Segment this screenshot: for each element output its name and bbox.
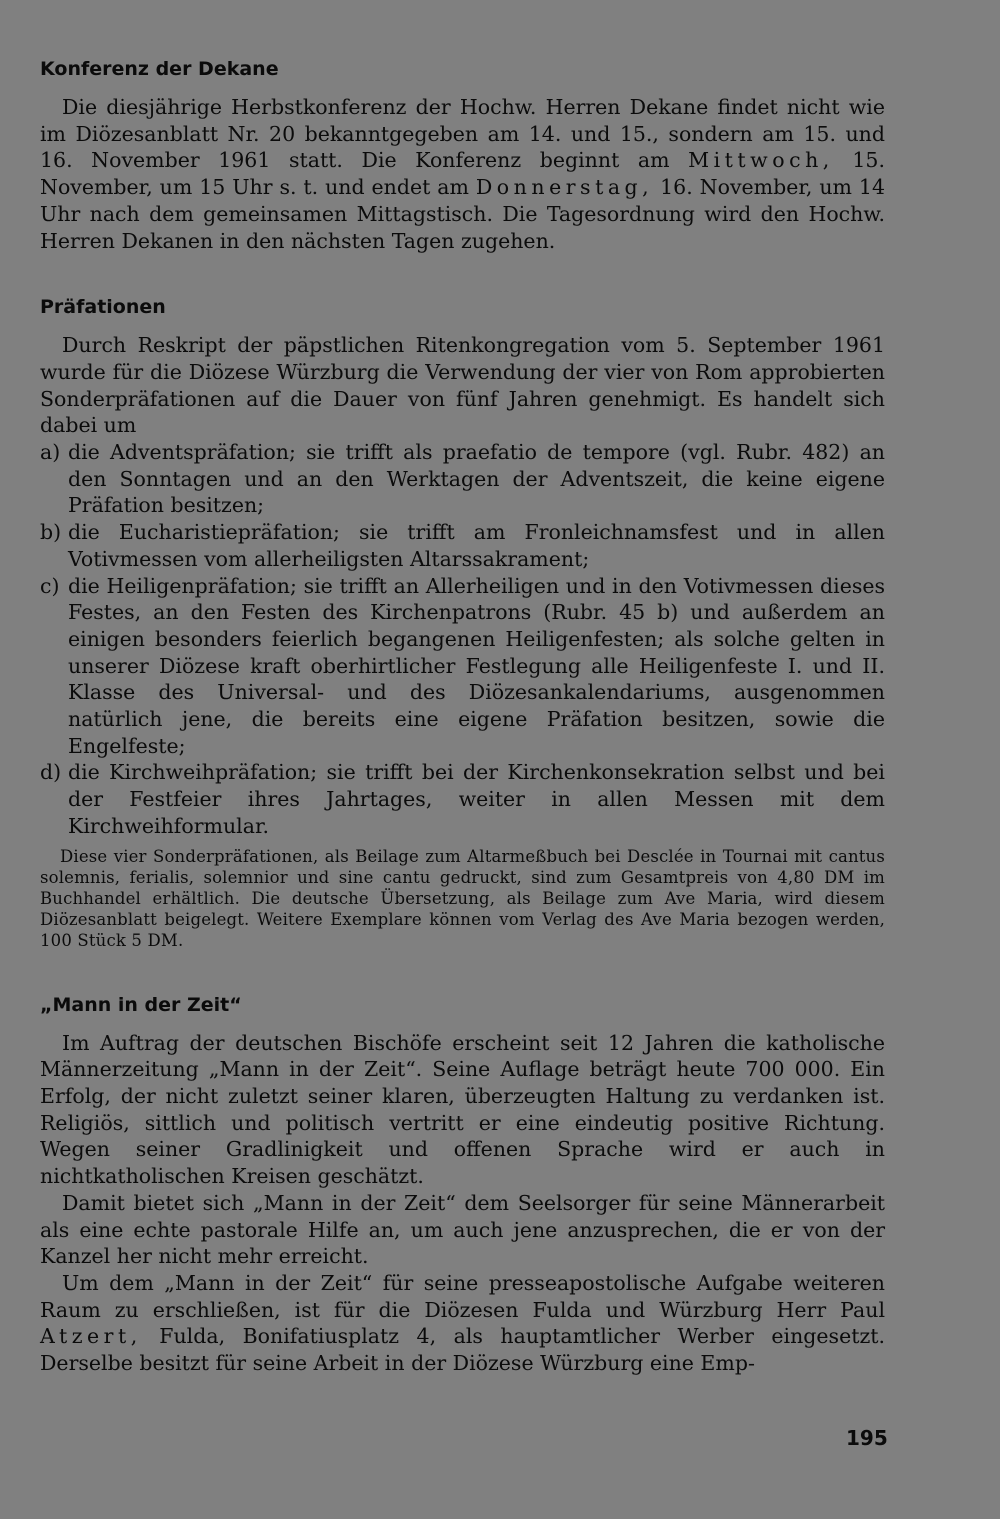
spaced-word: Atzert, xyxy=(40,1324,142,1349)
section-praefationen xyxy=(40,296,885,951)
text-run: 15. November, um 15 Uhr s. t. und endet am xyxy=(40,148,885,200)
paragraph xyxy=(40,1270,885,1377)
paragraph xyxy=(40,94,885,254)
list-item xyxy=(40,759,885,839)
spaced-word: Mittwoch, xyxy=(688,148,834,173)
text-run: Um dem „Mann in der Zeit“ für seine presseapostolische Aufgabe weiteren Raum zu erschließen, ist für die Diözesen Fulda und Würzburg Herr Paul xyxy=(40,1270,885,1322)
list-label: a) xyxy=(40,440,61,465)
section-heading: Konferenz der Dekane xyxy=(40,58,279,80)
section-heading: „Mann in der Zeit“ xyxy=(40,993,242,1016)
list-text: die Eucharistiepräfation; sie trifft am Fronleichnamsfest und in allen Votivmessen vom allerheiligsten Altarssakrament; xyxy=(68,520,885,571)
text-run: 16. November, um 14 Uhr nach dem gemeinsamen Mittagstisch. Die Tagesordnung wird den Hochw. Herren Dekanen in den nächsten Tagen zugehen. xyxy=(40,175,885,253)
section-heading: Präfationen xyxy=(40,296,166,319)
list-text: die Adventspräfation; sie trifft als praefatio de tempore (vgl. Rubr. 482) an den Sonntagen und an den Werktagen der Adventszeit, die keine eigene Präfation besitzen; xyxy=(68,440,885,518)
list-item xyxy=(40,439,885,519)
section-mann-in-der-zeit xyxy=(40,994,885,1377)
footnote-paragraph: Diese vier Sonderpräfationen, als Beilage zum Altarmeßbuch bei Desclée in Tournai mit cantus solemnis, ferialis, solemnior und sine cantu gedruckt, sind zum Gesamtpreis von 4,80 DM im Buchhandel erhältlich. Die deutsche Übersetzung, als Beilage zum Ave Maria, wird diesem Diözesanblatt beigelegt. Weitere Exemplare können vom Verlag des Ave Maria bezogen werden, 100 Stück 5 DM. xyxy=(40,846,885,951)
list-item xyxy=(40,573,885,760)
page-content xyxy=(40,58,885,1377)
text-run: Die diesjährige Herbstkonferenz der Hochw. Herren Dekane findet nicht wie im Diözesanblatt Nr. 20 bekanntgegeben am 14. und 15., sondern am 15. und 16. November 1961 statt. Die Konferenz beginnt am xyxy=(40,95,885,173)
text-run: Fulda, Bonifatiusplatz 4, als hauptamtlicher Werber eingesetzt. Derselbe besitzt für seine Arbeit in der Diözese Würzburg eine Emp- xyxy=(40,1324,885,1376)
page-number: 195 xyxy=(846,1426,888,1450)
list-label: c) xyxy=(40,573,60,598)
paragraph: Damit bietet sich „Mann in der Zeit“ dem Seelsorger für seine Männerarbeit als eine echte pastorale Hilfe an, um auch jene anzusprechen, die er von der Kanzel her nicht mehr erreicht. xyxy=(40,1190,885,1269)
section-konferenz xyxy=(40,58,885,254)
paragraph: Im Auftrag der deutschen Bischöfe erscheint seit 12 Jahren die katholische Männerzeitung „Mann in der Zeit“. Seine Auflage beträgt heute 700 000. Ein Erfolg, der nicht zuletzt seiner klaren, überzeugten Haltung zu verdanken ist. Religiös, sittlich und politisch vertritt er eine eindeutig positive Richtung. Wegen seiner Gradlinigkeit und offenen Sprache wird er auch in nichtkatholischen Kreisen geschätzt. xyxy=(40,1030,885,1189)
list-label: b) xyxy=(40,520,62,545)
list-label: d) xyxy=(40,760,62,785)
spaced-word: Donnerstag, xyxy=(475,175,654,200)
list-item xyxy=(40,519,885,572)
paragraph: Durch Reskript der päpstlichen Ritenkongregation vom 5. September 1961 wurde für die Diözese Würzburg die Verwendung der vier von Rom approbierten Sonderpräfationen auf die Dauer von fünf Jahren genehmigt. Es handelt sich dabei um xyxy=(40,333,885,438)
list-text: die Kirchweihpräfation; sie trifft bei der Kirchenkonsekration selbst und bei der Festfeier ihres Jahrtages, weiter in allen Messen mit dem Kirchweihformular. xyxy=(68,760,885,838)
list-text: die Heiligenpräfation; sie trifft an Allerheiligen und in den Votivmessen dieses Festes, an den Festen des Kirchenpatrons (Rubr. 45 b) und außerdem an einigen besonders feierlich begangenen Heiligenfesten; als solche gelten in unserer Diözese kraft oberhirtlicher Festlegung alle Heiligenfeste I. und II. Klasse des Universal- und des Diözesankalendariums, ausgenommen natürlich jene, die bereits eine eigene Präfation besitzen, sowie die Engelfeste; xyxy=(68,573,885,758)
